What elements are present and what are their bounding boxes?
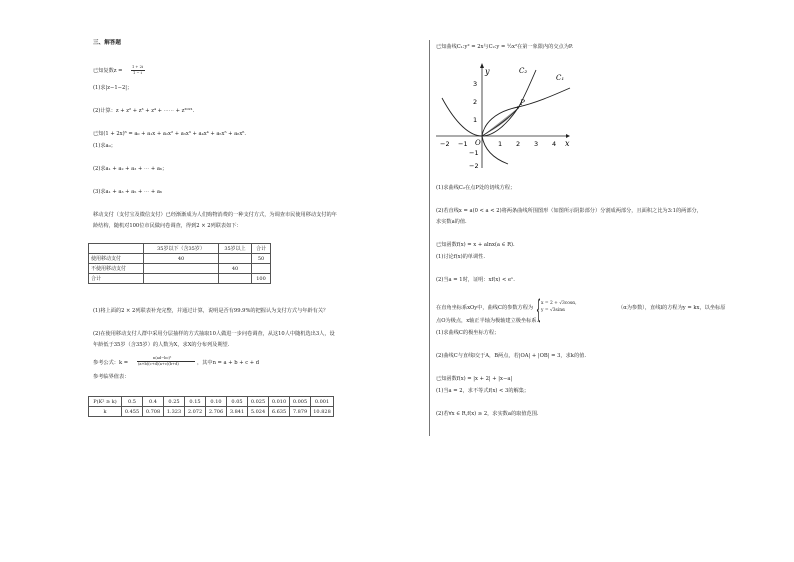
q6-intro-b: （α为参数），直线l的方程为y = kx，以坐标原	[618, 305, 726, 311]
q7-part1: (1)当a = 2，求不等式f(x) < 3的解集；	[436, 388, 530, 394]
table-cell: 1.323	[164, 407, 185, 417]
table-cell: 使用移动支付	[89, 254, 144, 264]
table-cell: 35岁以下（含35岁）	[144, 244, 219, 254]
column-divider	[429, 40, 430, 436]
table-cell: 10.828	[311, 407, 334, 417]
table-cell: 6.635	[269, 407, 290, 417]
q3-part1: (1)将上面的2 × 2列联表补充完整，并通过计算，说明是否有99.9%的把握认为支付方式与年龄有关？	[93, 308, 329, 314]
y-tick: 2	[473, 98, 478, 106]
table-cell: 0.005	[290, 397, 311, 407]
q4-part2-line1: (2)若直线x = a(0 < a < 2)将两条曲线所围图形（如图所示阴影部分）分割成两部分，且面积之比为3:1的两部分，	[436, 208, 702, 214]
q3-line2: 龄结构，随机对100位市民做问卷调查，得到2 × 2列联表如下：	[93, 223, 242, 229]
table-cell	[89, 244, 144, 254]
x-tick: −2	[440, 140, 450, 148]
q7-part2: (2)若∀x ∈ R,f(x) ≥ 2，求实数a的取值范围.	[436, 411, 539, 417]
q6-part2: (2)曲线C与直线l交于A，B两点，若|OA| + |OB| = 3，求k的值.	[436, 353, 586, 359]
table-cell: 2.706	[206, 407, 227, 417]
y-axis-label: y	[485, 67, 490, 76]
table-cell: 合计	[252, 244, 271, 254]
table-cell: 0.4	[143, 397, 164, 407]
x-tick: 4	[552, 140, 557, 148]
x-tick: 2	[516, 140, 521, 148]
table-cell: 不使用移动支付	[89, 264, 144, 274]
c2-label: C₂	[519, 67, 528, 75]
q5-intro: 已知函数f(x) = x + alnx(a ∈ R).	[436, 242, 515, 248]
curves-graph	[436, 60, 576, 170]
brace-icon: {	[536, 295, 541, 325]
table-row	[89, 254, 271, 264]
q6-line2: 点O为极点，x轴正半轴为极轴建立极坐标系.	[436, 318, 539, 324]
table-cell: P(K² ≥ k)	[89, 397, 122, 407]
table-cell: 0.10	[206, 397, 227, 407]
table-cell: 3.841	[227, 407, 248, 417]
formula-label: 参考公式：k =	[93, 360, 129, 366]
table-cell	[219, 274, 252, 284]
y-tick: 3	[473, 80, 478, 88]
table-cell: 7.879	[290, 407, 311, 417]
table-cell: 100	[252, 274, 271, 284]
table-cell: 35岁以上	[219, 244, 252, 254]
q1-frac-num: 1 + 2i	[132, 65, 144, 69]
q1-part1: (1)求|z−1−2|；	[93, 85, 133, 91]
table-cell: 0.15	[185, 397, 206, 407]
table-cell: 0.010	[269, 397, 290, 407]
contingency-table	[88, 243, 271, 284]
q5-part1: (1)讨论f(x)的单调性.	[436, 254, 486, 260]
q4-part1: (1)求曲线C₂在点P处的切线方程；	[436, 185, 516, 191]
point-p-label: P	[520, 99, 525, 107]
formula-tail: ，其中n = a + b + c + d	[197, 360, 260, 366]
table-cell: 40	[219, 264, 252, 274]
section-title: 三、解答题	[93, 40, 121, 46]
q2-intro: 已知(1 + 2x)⁶ = a₀ + a₁x + a₂x² + a₃x³ + a₄x⁴ + a₅x⁵ + a₆x⁶.	[93, 131, 246, 137]
table-cell: 0.25	[164, 397, 185, 407]
table-cell: 40	[144, 254, 219, 264]
curve-c1	[482, 88, 570, 136]
table-cell: 0.5	[122, 397, 143, 407]
critical-value-table	[88, 396, 334, 417]
q2-part1: (1)求a₀；	[93, 143, 116, 149]
q1-part2: (2)计算：z + z² + z³ + z⁴ + ⋯⋯ + z²⁰²¹.	[93, 108, 195, 114]
table-cell: 0.708	[143, 407, 164, 417]
curve-c1-lower	[482, 136, 508, 164]
table-cell	[144, 264, 219, 274]
table-cell: 0.05	[227, 397, 248, 407]
y-tick: −2	[469, 162, 479, 170]
q7-intro: 已知函数f(x) = |x + 2| + |x−a|	[436, 376, 513, 382]
table-row	[89, 274, 271, 284]
table-row	[89, 397, 334, 407]
q3-line1: 移动支付（支付宝及微信支付）已经渐渐成为人们购物消费的一种支付方式，为调查市民使用移动支付的年	[93, 212, 337, 218]
table-cell	[144, 274, 219, 284]
table-cell: 0.455	[122, 407, 143, 417]
q2-part3: (3)求a₁ + a₃ + a₅ + ⋯ + a₆	[93, 189, 162, 195]
table-cell	[252, 264, 271, 274]
table-row	[89, 407, 334, 417]
table-cell: k	[89, 407, 122, 417]
table-cell: 0.001	[311, 397, 334, 407]
q6-system-line1: x = 2 + √3cosα,	[541, 301, 577, 306]
y-tick: 1	[473, 116, 478, 124]
origin-label: O	[475, 139, 481, 147]
table-cell: 0.025	[248, 397, 269, 407]
x-tick: −1	[458, 140, 468, 148]
q3-part2-line2: 年龄低于35岁（含35岁）的人数为X，求X的分布列及期望.	[93, 342, 230, 348]
q1-frac-den: 1 − i	[133, 71, 142, 75]
table-row	[89, 264, 271, 274]
q4-intro: 已知曲线C₁:y² = 2x与C₂:y = ½x²在第一象限内的交点为P.	[436, 44, 573, 50]
formula-num: n(ad−bc)²	[153, 356, 172, 360]
x-tick: 3	[534, 140, 539, 148]
x-tick: 1	[498, 140, 503, 148]
curve-c2-inner	[482, 108, 518, 136]
y-tick: −1	[469, 149, 479, 157]
y-axis-arrow-icon	[480, 63, 484, 68]
formula-den: (a+b)(c+d)(a+c)(b+d)	[138, 362, 179, 366]
c1-label: C₁	[556, 74, 565, 82]
table-cell: 合计	[89, 274, 144, 284]
x-axis-label: x	[565, 139, 570, 148]
q5-part2: (2)当a = 1时，证明：xf(x) < eˣ.	[436, 277, 515, 283]
crit-label: 参考临界值表：	[93, 374, 130, 380]
table-cell: 2.072	[185, 407, 206, 417]
q3-part2-line1: (2)在使用移动支付人群中采用分层抽样的方式抽取10人做进一步问卷调查，从这10人中随机选出3人，设	[93, 331, 335, 337]
q2-part2: (2)求a₁ + a₂ + a₃ + ⋯ + a₆；	[93, 166, 168, 172]
point-p	[517, 106, 519, 108]
table-header-row	[89, 244, 271, 254]
q6-system-line2: y = √3sinα	[541, 308, 565, 313]
table-cell: 50	[252, 254, 271, 264]
q1-intro: 已知复数z =	[93, 68, 123, 74]
table-cell	[219, 254, 252, 264]
x-axis-arrow-icon	[566, 134, 570, 138]
q6-intro-a: 在直角坐标系xOy中，曲线C的参数方程为	[436, 305, 534, 311]
table-cell: 5.024	[248, 407, 269, 417]
q6-part1: (1)求曲线C的极坐标方程；	[436, 330, 500, 336]
q4-part2-line2: 求实数a的值.	[436, 219, 467, 225]
